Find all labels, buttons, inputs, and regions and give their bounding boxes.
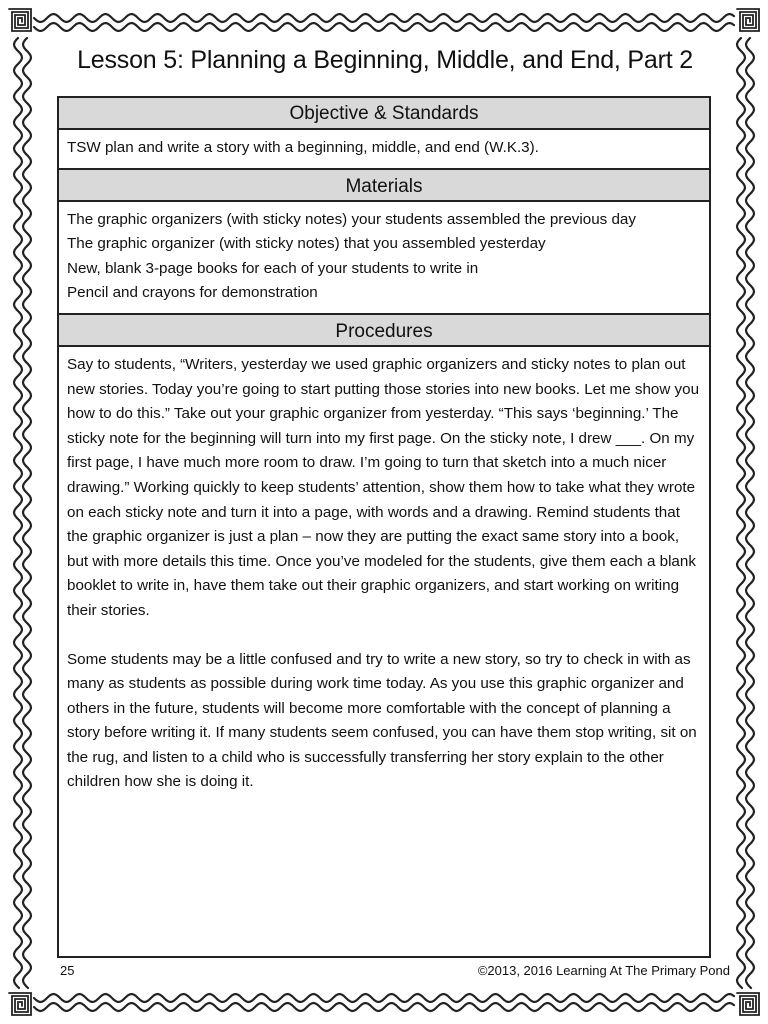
- page-number: 25: [60, 963, 75, 978]
- objective-header: Objective & Standards: [59, 98, 709, 130]
- objective-line: TSW plan and write a story with a beginning, middle, and end (W.K.3).: [67, 139, 539, 156]
- corner-spiral-ornament: [737, 993, 759, 1015]
- corner-spiral-ornament: [737, 9, 759, 31]
- corner-spiral-ornament: [9, 9, 31, 31]
- border-wave: [14, 38, 22, 988]
- lesson-plan-table: [57, 96, 711, 958]
- border-wave: [737, 38, 745, 988]
- materials-line: Pencil and crayons for demonstration: [67, 284, 318, 302]
- border-wave: [34, 23, 734, 31]
- procedures-header: Procedures: [59, 313, 709, 347]
- procedures-paragraph: Say to students, “Writers, yesterday we used graphic organizers and sticky notes to plan out new stories. Today you’re going to start putting those stories into new books. Let me show you how to do this.” Take out your graphic organizer from yesterday. “This says ‘beginning.’ The sticky note for the beginning will turn into my first page. On the sticky note, I drew ___. On my first page, I have much more room to draw. I’m going to turn that sketch into a much nicer drawing.” Working quickly to keep students’ attention, show them how to take what they wrote on each sticky note and turn it into a page, with words and a drawing. Remind students that the graphic organizer is just a plan – now they are putting the exact same story into a book, but with more details this time. Once you’ve modeled for the students, give them each a blank booklet to write in, have them take out their graphic organizers, and start working on writing their stories.: [67, 355, 700, 619]
- border-wave: [34, 994, 734, 1002]
- page-footer: [60, 963, 730, 978]
- materials-line: The graphic organizers (with sticky notes) your students assembled the previous day: [67, 210, 636, 228]
- border-wave: [34, 14, 734, 22]
- materials-body: [59, 202, 709, 313]
- copyright-notice: ©2013, 2016 Learning At The Primary Pond: [477, 963, 730, 978]
- materials-line: New, blank 3-page books for each of your students to write in: [67, 259, 479, 277]
- border-wave: [746, 38, 754, 988]
- border-wave: [23, 38, 31, 988]
- materials-line: The graphic organizer (with sticky notes) that you assembled yesterday: [67, 235, 546, 253]
- corner-spiral-ornament: [9, 993, 31, 1015]
- materials-header: Materials: [59, 168, 709, 202]
- border-wave: [34, 1003, 734, 1011]
- procedures-paragraph: Some students may be a little confused and try to write a new story, so try to check in with as many as students as possible during work time today. As you use this graphic organizer and others in the future, students will become more comfortable with the concept of planning a story before writing it. If many students seem confused, you can have them stop writing, sit on the rug, and listen to a child who is successfully transferring her story explain to the other children how she is doing it.: [67, 650, 697, 791]
- lesson-title: Lesson 5: Planning a Beginning, Middle, and End, Part 2: [77, 46, 693, 74]
- procedures-body: [59, 347, 709, 802]
- objective-body: [59, 130, 709, 168]
